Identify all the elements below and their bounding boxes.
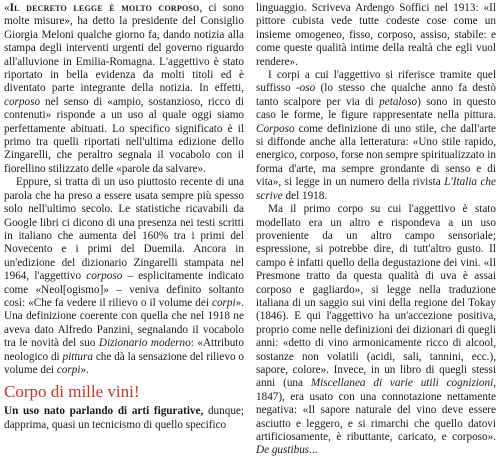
bold-lead-in: Un uso nato parlando di arti figurative, — [4, 405, 204, 418]
opening-quote: « — [4, 2, 10, 14]
paragraph-5: I corpi a cui l'aggettivo si riferisce tramite quel suffisso -oso (lo stesso che qualche anno fa destò tanto scalpore per via di petaloso) sono in questo caso le forme, le figure rappresentate nella pittura. Corposo come definizione di uno stile, che dall'arte si diffonde anche alla letteratura: «Uno stile rapido, energico, corposo, forse non sempre spiritualizzato in forma d'arte, ma sempre grondante di senso e di vita», si legge in un numero della rivista L'Italia che scrive del 1918. — [256, 69, 496, 202]
right-column — [256, 2, 496, 457]
section-subheading: Corpo di mille vini! — [4, 382, 140, 402]
paragraph-2: Eppure, si tratta di un uso piuttosto recente di una parola che ha preso a essere usata sempre più spesso solo nell'ultimo secolo. Le statistiche ricavabili da Google libri ci dicono di una presenza nei testi scritti in italiano che aumenta del 160% tra i primi del Novecento e i primi del Duemila. Ancora in un'edizione del dizionario Zingarelli stampata nel 1964, l'aggettivo corposo – esplicitamente indicato come «Neol[ogismo]» – veniva definito soltanto così: «Che fa vedere il rilievo o il volume dei corpi». Una definizione coerente con quella che nel 1918 ne aveva dato Alfredo Panzini, segnalando il vocabolo tra le novità del suo Dizionario moderno: «Attributo neologico di pittura che dà la sensazione del rilievo o volume dei corpi». — [4, 176, 244, 376]
lead-in-text: Il decreto legge è molto corposo — [9, 2, 200, 14]
paragraph-3: Un uso nato parlando di arti figurative, dunque; dapprima, quasi un tecnicismo di quello specifico — [4, 405, 244, 431]
paragraph-4: linguaggio. Scriveva Ardengo Soffici nel 1913: «Il pittore cubista vede tutte codeste cose come un insieme omogeneo, fisso, corposo, assiso, stabile: e come queste qualità intime della realtà che egli vuol rendere». — [256, 2, 496, 68]
left-column — [4, 2, 244, 435]
paragraph-1: «Il decreto legge è molto corposo, ci sono molte misure», ha detto la presidente del Consiglio Giorgia Meloni qualche giorno fa, dando notizia alla stampa degli interventi urgenti del governo riguardo all'alluvione in Emilia-Romagna. L'aggettivo è stato riportato in bella evidenza da molti titoli ed è diventato parte integrante della notizia. In effetti, corposo nel senso di «ampio, sostanzioso, ricco di contenuti» risponde a un uso al quale oggi siamo perfettamente abituati. Lo specifico significato è il primo tra quelli riportati nell'ultima edizione dello Zingarelli, che peraltro segnala il vocabolo con il fiorellino stilizzato delle «parole da salvare». — [4, 2, 244, 175]
paragraph-6: Ma il primo corpo su cui l'aggettivo è stato modellato era un altro e rispondeva a un uso proveniente da un altro campo sensoriale; espressione, si potrebbe dire, di tutt'altro gusto. Il campo è infatti quello della degustazione dei vini. «Il Presmone tratto da questa qualità di uva è assai corposo e gagliardo», si legge nella traduzione italiana di un saggio sui vini della regione del Tokay (1846). E qui l'aggettivo ha un'accezione positiva, proprio come nelle definizioni dei dizionari di quegli anni: «detto di vino armonicamente ricco di alcool, sostanze non volatili (acidi, sali, tannini, ecc.), sapore, colore». Invece, in un libro di quegli stessi anni (una Miscellanea di varie utili cognizioni, 1847), era usato con una connotazione nettamente negativa: «Il sapore naturale del vino deve essere asciutto e leggero, e si rimarchi che quello datovi artificiosamente, è ributtante, caricato, e corposo». De gustibus... — [256, 203, 496, 457]
